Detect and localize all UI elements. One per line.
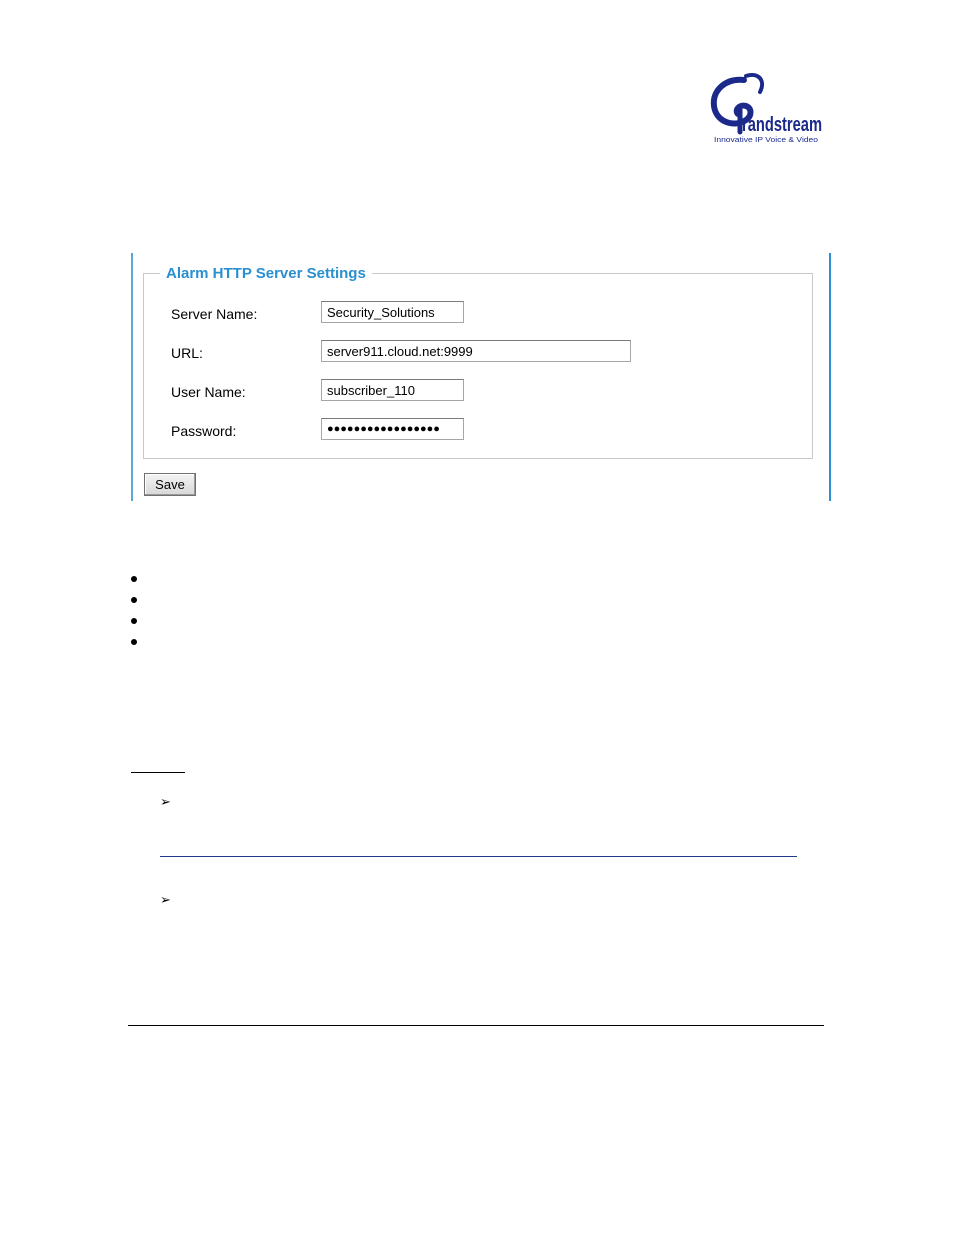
grandstream-logo: [706, 70, 830, 148]
footer-divider: [128, 1025, 824, 1026]
logo-tagline: Innovative IP Voice & Video: [714, 135, 818, 144]
panel-left-border: [131, 253, 133, 501]
password-label: Password:: [171, 423, 237, 439]
user-name-input[interactable]: [321, 379, 464, 401]
arrow-right-icon: ➢: [160, 794, 171, 809]
settings-legend: Alarm HTTP Server Settings: [160, 265, 372, 283]
url-label: URL:: [171, 345, 203, 361]
server-name-label: Server Name:: [171, 306, 258, 322]
url-input[interactable]: [321, 340, 631, 362]
bullet-dot-icon: [131, 597, 137, 603]
save-button[interactable]: Save: [144, 473, 196, 496]
settings-fieldset: [143, 273, 813, 459]
alarm-http-server-settings-panel: [131, 253, 831, 501]
password-input[interactable]: [321, 418, 464, 440]
grandstream-logo-mark: [706, 70, 830, 148]
server-name-input[interactable]: [321, 301, 464, 323]
bullet-dot-icon: [131, 618, 137, 624]
note-heading-underline: [131, 772, 185, 773]
arrow-right-icon: ➢: [160, 892, 171, 907]
logo-brand-text: randstream: [742, 114, 822, 136]
bullet-dot-icon: [131, 576, 137, 582]
bullet-dot-icon: [131, 639, 137, 645]
panel-right-border: [829, 253, 831, 501]
user-name-label: User Name:: [171, 384, 246, 400]
link-underline: [160, 856, 797, 857]
